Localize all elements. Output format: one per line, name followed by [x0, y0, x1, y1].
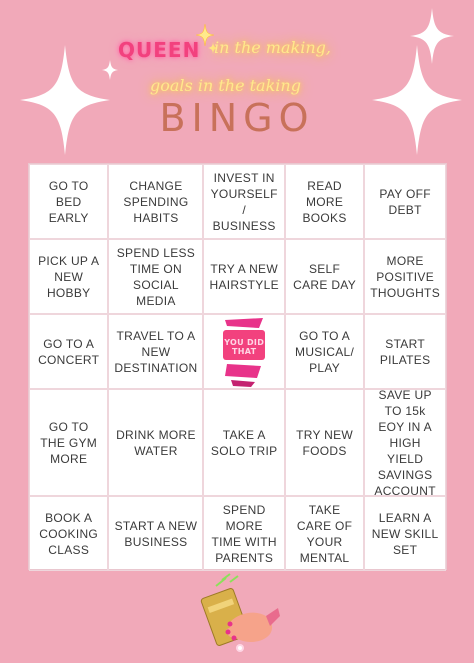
bingo-cell: TRY A NEW HAIRSTYLE	[203, 239, 284, 314]
bingo-cell: CHANGE SPENDING HABITS	[108, 164, 203, 239]
bingo-cell: SELF CARE DAY	[285, 239, 364, 314]
bingo-cell: MORE POSITIVE THOUGHTS	[364, 239, 446, 314]
bingo-cell: TRY NEW FOODS	[285, 389, 364, 496]
bingo-cell: PAY OFF DEBT	[364, 164, 446, 239]
header-tagline-line2: goals in the taking	[150, 76, 301, 95]
bingo-cell: GO TO A CONCERT	[29, 314, 108, 389]
bingo-cell: TAKE CARE OF YOUR MENTAL	[285, 496, 364, 571]
bingo-cell: BOOK A COOKING CLASS	[29, 496, 108, 571]
bingo-cell: TRAVEL TO A NEW DESTINATION	[108, 314, 203, 389]
bingo-board	[28, 163, 447, 570]
bingo-cell: INVEST IN YOURSELF / BUSINESS	[203, 164, 284, 239]
bingo-cell: SPEND MORE TIME WITH PARENTS	[203, 496, 284, 571]
bingo-cell: SAVE UP TO 15k EOY IN A HIGH YIELD SAVINGS ACCOUNT	[364, 389, 446, 496]
bingo-cell: SPEND LESS TIME ON SOCIAL MEDIA	[108, 239, 203, 314]
you-did-that-text: YOU DID THAT	[224, 337, 265, 356]
bingo-cell: GO TO THE GYM MORE	[29, 389, 108, 496]
header-tagline-line1: in the making,	[214, 38, 331, 57]
header-queen-text: QUEEN	[118, 38, 201, 62]
page-title: BINGO	[159, 96, 315, 140]
bingo-cell: START A NEW BUSINESS	[108, 496, 203, 571]
bingo-cell: GO TO BED EARLY	[29, 164, 108, 239]
bingo-cell: TAKE A SOLO TRIP	[203, 389, 284, 496]
bingo-cell: READ MORE BOOKS	[285, 164, 364, 239]
hand-with-card-icon	[200, 572, 280, 657]
bingo-cell: DRINK MORE WATER	[108, 389, 203, 496]
bingo-cell: GO TO A MUSICAL/ PLAY	[285, 314, 364, 389]
bingo-cell: LEARN A NEW SKILL SET	[364, 496, 446, 571]
you-did-that-image	[221, 316, 267, 388]
bingo-cell: START PILATES	[364, 314, 446, 389]
bingo-free-space	[203, 314, 284, 389]
bingo-cell: PICK UP A NEW HOBBY	[29, 239, 108, 314]
sparkle-icon-left-small	[102, 60, 118, 80]
sparkle-icon-top-right	[410, 8, 454, 64]
